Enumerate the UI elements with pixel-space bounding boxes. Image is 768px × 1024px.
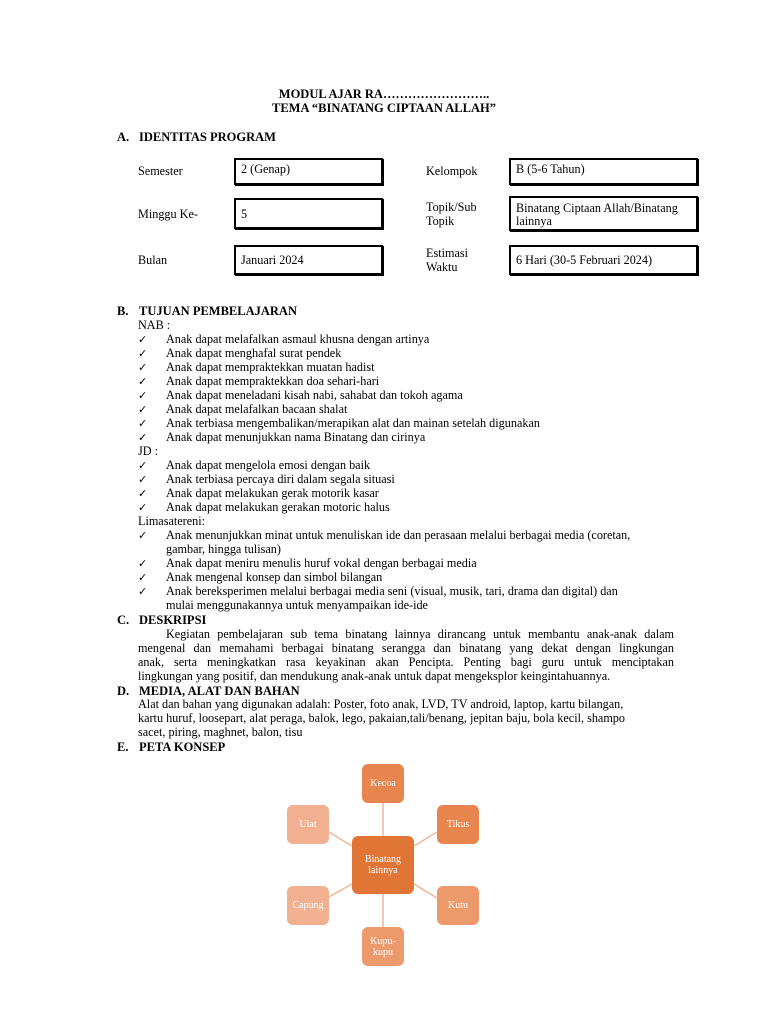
node-label: Kutu (448, 900, 468, 911)
list-item-text: Anak dapat meneladani kisah nabi, sahabat dan tokoh agama (166, 388, 463, 402)
list-item-text: Anak terbiasa mengembalikan/merapikan alat dan mainan setelah digunakan (166, 416, 540, 430)
bulan-value: Januari 2024 (241, 253, 304, 267)
minggu-label: Minggu Ke- (138, 207, 198, 221)
center-label-line1: Binatang (364, 854, 402, 865)
check-icon: ✓ (138, 361, 148, 374)
nab-label: NAB : (138, 318, 171, 332)
node-label-line2: kupu (373, 946, 393, 958)
section-title: DESKRIPSI (139, 613, 207, 627)
topik-value-line1: Binatang Ciptaan Allah/Binatang (516, 201, 678, 215)
check-icon: ✓ (138, 557, 148, 570)
connector-capung (327, 884, 352, 898)
list-item-text: Anak dapat melafalkan asmaul khusna dengan artinya (166, 332, 430, 346)
list-item-text: Anak dapat menghafal surat pendek (166, 346, 342, 360)
center-label-line2: lainnya (368, 865, 398, 876)
check-icon: ✓ (138, 417, 148, 430)
section-title: MEDIA, ALAT DAN BAHAN (139, 684, 300, 698)
deskripsi-line4: lingkungan yang positif, dan mendukung anak-anak untuk dapat mengeksplor keingintahuannya. (138, 669, 611, 683)
check-icon: ✓ (138, 501, 148, 514)
module-title: MODUL AJAR RA…………………….. (278, 87, 490, 101)
list-item-text: Anak dapat menunjukkan nama Binatang dan cirinya (166, 430, 426, 444)
section-number: A. (117, 130, 130, 144)
list-item-text: Anak bereksperimen melalui berbagai media seni (visual, musik, tari, drama dan digital) dan (166, 584, 618, 598)
node-label: Tikus (446, 819, 470, 830)
check-icon: ✓ (138, 431, 148, 444)
check-icon: ✓ (138, 403, 148, 416)
list-item-text: Anak dapat melafalkan bacaan shalat (166, 402, 348, 416)
check-icon: ✓ (138, 473, 148, 486)
media-line1: Alat dan bahan yang digunakan adalah: Poster, foto anak, LVD, TV android, laptop, kartu bilangan, (138, 697, 624, 711)
bulan-label: Bulan (138, 253, 168, 267)
list-item-text: Anak dapat mempraktekkan muatan hadist (166, 360, 375, 374)
connector-kutu (414, 884, 437, 898)
connector-tikus (414, 832, 437, 846)
check-icon: ✓ (138, 347, 148, 360)
concept-node-capung (287, 886, 329, 925)
list-item-text: Anak terbiasa percaya diri dalam segala situasi (166, 472, 395, 486)
list-item-text: Anak mengenal konsep dan simbol bilangan (166, 570, 383, 584)
check-icon: ✓ (138, 459, 148, 472)
semester-value: 2 (Genap) (241, 162, 291, 176)
section-title: PETA KONSEP (139, 740, 226, 754)
section-number: C. (117, 613, 130, 627)
concept-center-node (352, 836, 414, 894)
estimasi-label-line2: Waktu (426, 260, 458, 274)
deskripsi-line3: anak, serta meningkatkan rasa keyakinan akan Pencipta. Penting bagi guru untuk menciptakan (138, 655, 674, 669)
check-icon: ✓ (138, 333, 148, 346)
node-label: Capung (292, 900, 324, 911)
check-icon: ✓ (138, 375, 148, 388)
concept-node-tikus (437, 805, 479, 844)
list-item-text: Anak dapat meniru menulis huruf vokal dengan berbagai media (166, 556, 477, 570)
deskripsi-line2: mengenal dan memahami berbagai binatang serangga dan binatang yang dekat dengan lingkungan (138, 641, 674, 655)
section-number: D. (117, 684, 130, 698)
check-icon: ✓ (138, 585, 148, 598)
deskripsi-line1: Kegiatan pembelajaran sub tema binatang lainnya dirancang untuk membantu anak-anak dalam (166, 627, 674, 641)
concept-node-kutu (437, 886, 479, 925)
node-label-line1: Kupu- (370, 935, 396, 947)
kelompok-label: Kelompok (426, 164, 478, 178)
section-title: TUJUAN PEMBELAJARAN (139, 304, 297, 318)
node-label: Kecoa (370, 778, 396, 789)
minggu-value: 5 (241, 207, 248, 221)
list-item-text: Anak menunjukkan minat untuk menuliskan ide dan perasaan melalui berbagai media (coretan, (166, 528, 631, 542)
media-line3: sacet, piring, maghnet, balon, tisu (138, 725, 303, 739)
limasatereni-label: Limasatereni: (138, 514, 206, 528)
jd-label: JD : (138, 444, 158, 458)
check-icon: ✓ (138, 389, 148, 402)
estimasi-label-line1: Estimasi (426, 246, 468, 260)
topik-label-line2: Topik (426, 214, 455, 228)
topik-label-line1: Topik/Sub (426, 200, 477, 214)
estimasi-value: 6 Hari (30-5 Februari 2024) (516, 253, 653, 267)
list-item-text: Anak dapat melakukan gerakan motoric halus (166, 500, 390, 514)
list-item-text: Anak dapat mempraktekkan doa sehari-hari (166, 374, 380, 388)
check-icon: ✓ (138, 571, 148, 584)
section-title: IDENTITAS PROGRAM (139, 130, 276, 144)
check-icon: ✓ (138, 487, 148, 500)
concept-node-kecoa (362, 764, 404, 803)
section-number: E. (117, 740, 129, 754)
semester-label: Semester (138, 164, 183, 178)
node-label: Ulat (299, 819, 317, 830)
check-icon: ✓ (138, 529, 148, 542)
concept-node-ulat (287, 805, 329, 844)
connector-ulat (329, 832, 352, 846)
list-item-text: Anak dapat mengelola emosi dengan baik (166, 458, 371, 472)
kelompok-value: B (5-6 Tahun) (516, 162, 585, 176)
concept-node-kupu (362, 927, 404, 966)
section-number: B. (117, 304, 129, 318)
theme-title: TEMA “BINATANG CIPTAAN ALLAH” (272, 101, 496, 115)
media-line2: kartu huruf, loosepart, alat peraga, balok, lego, pakaian,tali/benang, jepitan baju, bola kecil, shampo (138, 711, 625, 725)
list-item-continuation: mulai menggunakannya untuk menyampaikan ide-ide (166, 598, 428, 612)
list-item-continuation: gambar, hingga tulisan) (166, 542, 281, 556)
topik-value-line2: lainnya (516, 214, 552, 228)
list-item-text: Anak dapat melakukan gerak motorik kasar (166, 486, 379, 500)
